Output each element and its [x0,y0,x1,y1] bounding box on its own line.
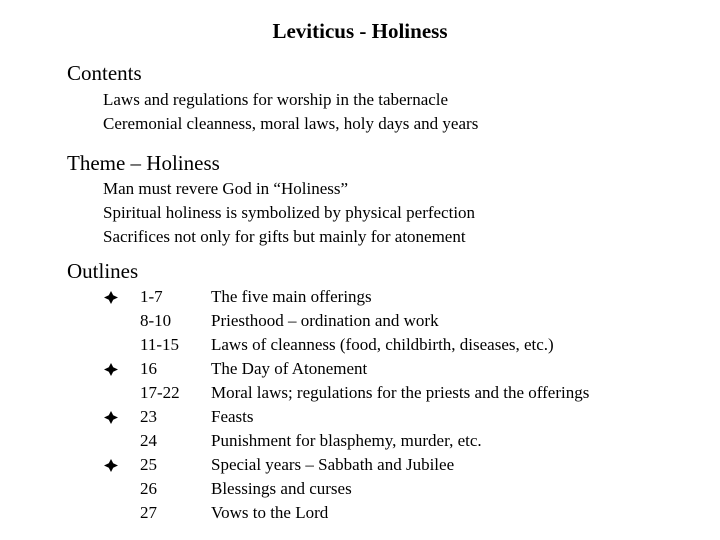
outline-chapters: 23 [140,407,157,426]
outline-chapters: 17-22 [140,383,180,402]
outline-description: Vows to the Lord [211,503,329,522]
theme-line: Spiritual holiness is symbolized by physical perfection [103,203,476,222]
outline-description: The five main offerings [211,287,372,306]
page-title: Leviticus - Holiness [272,19,448,43]
outline-chapters: 26 [140,479,157,498]
outline-chapters: 8-10 [140,311,172,330]
theme-line: Man must revere God in “Holiness” [103,179,349,198]
outline-description: Feasts [211,407,254,426]
theme-line: Sacrifices not only for gifts but mainly for atonement [103,227,466,246]
outline-chapters: 27 [140,503,157,522]
diamond-bullet-icon [103,357,123,381]
contents-line: Laws and regulations for worship in the tabernacle [103,90,449,109]
outline-chapters: 24 [140,431,157,450]
theme-heading: Theme – Holiness [67,151,220,175]
outline-chapters: 16 [140,359,157,378]
outline-description: Laws of cleanness (food, childbirth, diseases, etc.) [211,335,554,354]
outline-description: Special years – Sabbath and Jubilee [211,455,455,474]
outlines-heading: Outlines [67,259,139,283]
contents-heading: Contents [67,61,142,85]
outline-chapters: 1-7 [140,287,163,306]
outline-chapters: 25 [140,455,157,474]
diamond-bullet-icon [103,453,123,477]
contents-line: Ceremonial cleanness, moral laws, holy days and years [103,114,479,133]
diamond-bullet-icon [103,285,123,309]
outline-description: Priesthood – ordination and work [211,311,439,330]
outline-description: Moral laws; regulations for the priests and the offerings [211,383,590,402]
diamond-bullet-icon [103,405,123,429]
outline-description: Blessings and curses [211,479,352,498]
outline-description: The Day of Atonement [211,359,368,378]
outline-chapters: 11-15 [140,335,180,354]
outline-description: Punishment for blasphemy, murder, etc. [211,431,482,450]
